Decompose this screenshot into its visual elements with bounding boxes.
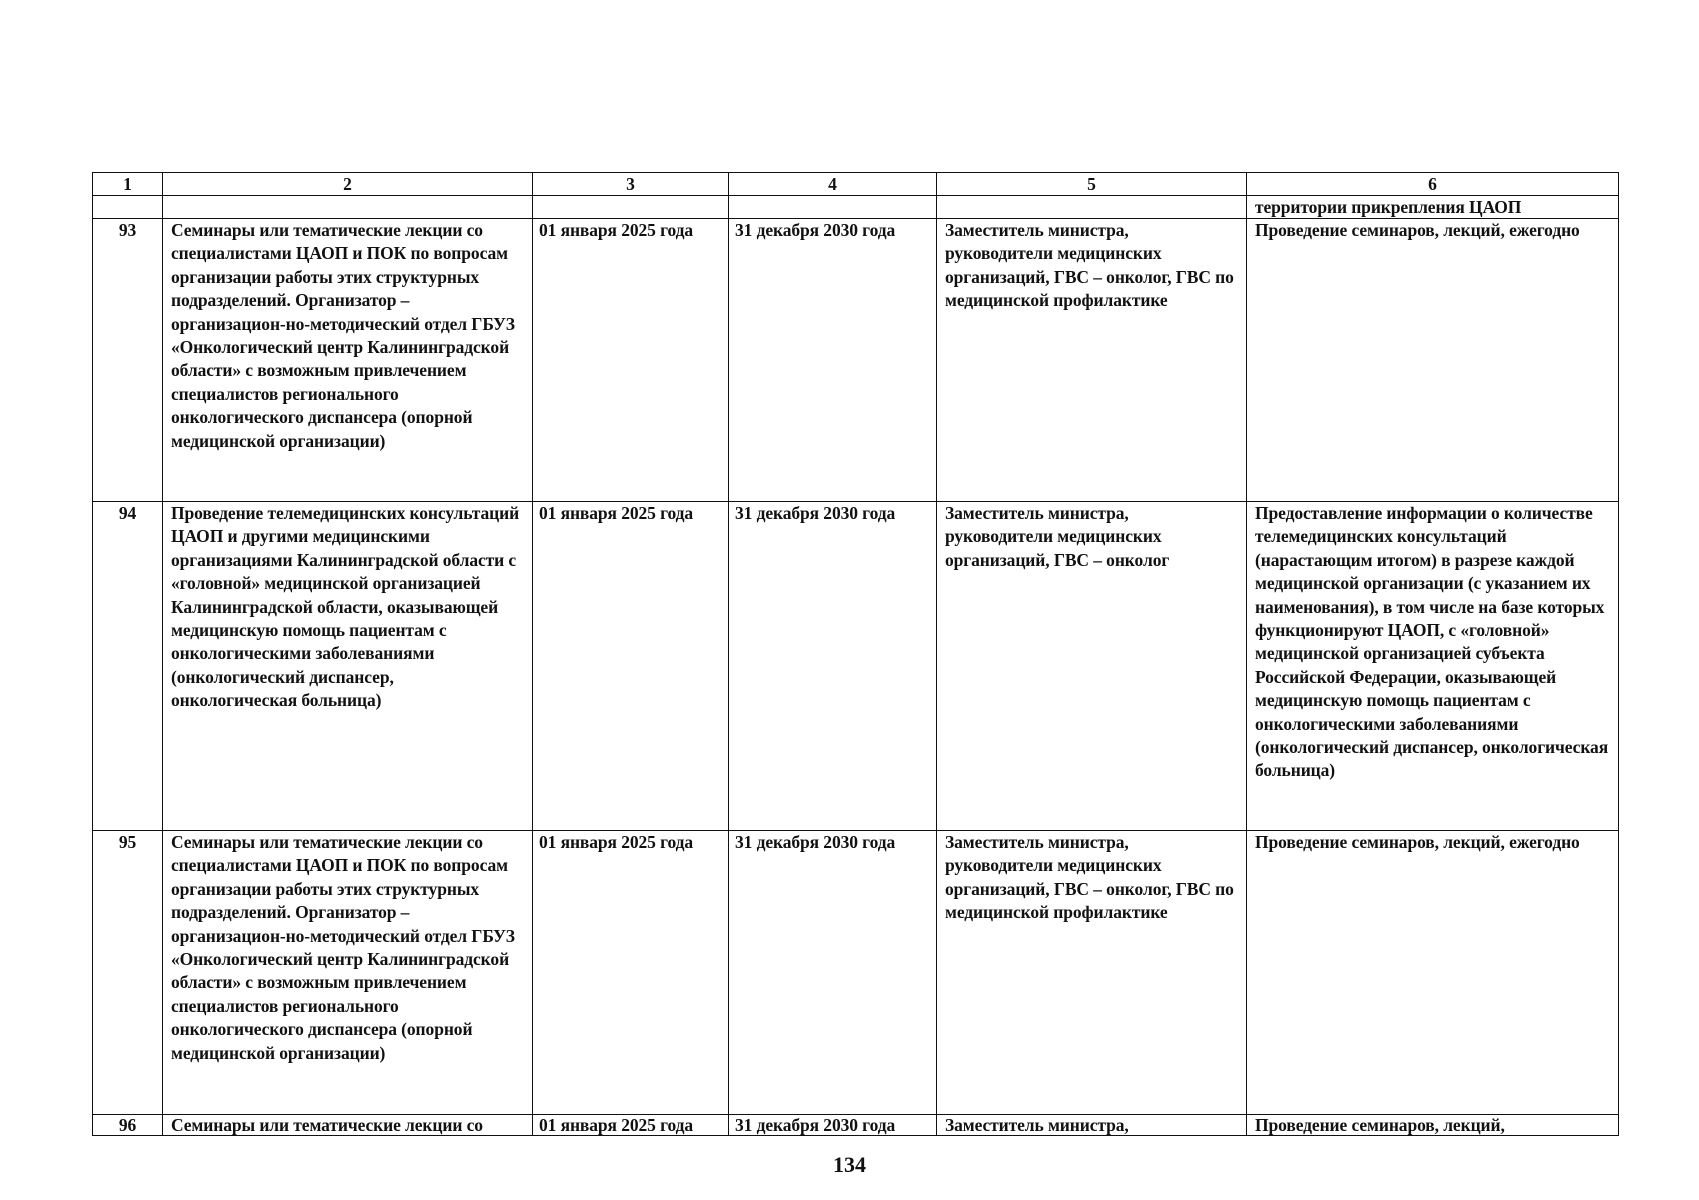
empty-cell — [163, 196, 533, 219]
result-cell: Проведение семинаров, лекций, ежегодно — [1247, 219, 1619, 502]
table-row — [93, 219, 1619, 502]
column-number-cell: 3 — [533, 173, 729, 196]
responsible-cell: Заместитель министра, руководители медицинских организаций, ГВС – онколог, ГВС по медицинской профилактике — [937, 831, 1247, 1115]
page-number: 134 — [833, 1152, 866, 1177]
column-number-cell: 5 — [937, 173, 1247, 196]
end-date-cell: 31 декабря 2030 года — [729, 502, 937, 831]
end-date-cell: 31 декабря 2030 года — [729, 1115, 937, 1136]
responsible-cell: Заместитель министра, руководители медицинских организаций, ГВС – онколог — [937, 502, 1247, 831]
start-date-cell: 01 января 2025 года — [533, 831, 729, 1115]
activity-cell: Семинары или тематические лекции со специалистами ЦАОП и ПОК по вопросам организации работы этих структурных подразделений. Организатор – организацион-но-методический отдел ГБУЗ «Онкологический центр Калининградской области» с возможным привлечением специалистов регионального онкологического диспансера (опорной медицинской организации) — [163, 831, 533, 1115]
column-number-cell: 2 — [163, 173, 533, 196]
responsible-cell: Заместитель министра, — [937, 1115, 1247, 1136]
empty-cell — [729, 196, 937, 219]
activity-cell: Семинары или тематические лекции со — [163, 1115, 533, 1136]
result-cell: территории прикрепления ЦАОП — [1247, 196, 1619, 219]
continuation-row — [93, 196, 1619, 219]
result-cell: Проведение семинаров, лекций, ежегодно — [1247, 831, 1619, 1115]
table-row — [93, 1115, 1619, 1136]
activity-cell: Проведение телемедицинских консультаций ЦАОП и другими медицинскими организациями Калининградской области с «головной» медицинской организацией Калининградской области, оказывающей медицинскую помощь пациентам с онкологическими заболеваниями (онкологический диспансер, онкологическая больница) — [163, 502, 533, 831]
column-number-cell: 6 — [1247, 173, 1619, 196]
start-date-cell: 01 января 2025 года — [533, 219, 729, 502]
row-number-cell: 95 — [93, 831, 163, 1115]
table-row — [93, 831, 1619, 1115]
empty-cell — [533, 196, 729, 219]
empty-cell — [937, 196, 1247, 219]
column-number-cell: 4 — [729, 173, 937, 196]
responsible-cell: Заместитель министра, руководители медицинских организаций, ГВС – онколог, ГВС по медицинской профилактике — [937, 219, 1247, 502]
row-number-cell: 93 — [93, 219, 163, 502]
action-plan-table — [92, 172, 1619, 1136]
empty-cell — [93, 196, 163, 219]
row-number-cell: 96 — [93, 1115, 163, 1136]
start-date-cell: 01 января 2025 года — [533, 502, 729, 831]
activity-cell: Семинары или тематические лекции со специалистами ЦАОП и ПОК по вопросам организации работы этих структурных подразделений. Организатор – организацион-но-методический отдел ГБУЗ «Онкологический центр Калининградской области» с возможным привлечением специалистов регионального онкологического диспансера (опорной медицинской организации) — [163, 219, 533, 502]
column-number-cell: 1 — [93, 173, 163, 196]
end-date-cell: 31 декабря 2030 года — [729, 831, 937, 1115]
start-date-cell: 01 января 2025 года — [533, 1115, 729, 1136]
column-number-row — [93, 173, 1619, 196]
end-date-cell: 31 декабря 2030 года — [729, 219, 937, 502]
table-row — [93, 502, 1619, 831]
row-number-cell: 94 — [93, 502, 163, 831]
result-cell: Проведение семинаров, лекций, — [1247, 1115, 1619, 1136]
result-cell: Предоставление информации о количестве телемедицинских консультаций (нарастающим итогом) в разрезе каждой медицинской организации (с указанием их наименования), в том числе на базе которых функционируют ЦАОП, с «головной» медицинской организацией субъекта Российской Федерации, оказывающей медицинскую помощь пациентам с онкологическими заболеваниями (онкологический диспансер, онкологическая больница) — [1247, 502, 1619, 831]
